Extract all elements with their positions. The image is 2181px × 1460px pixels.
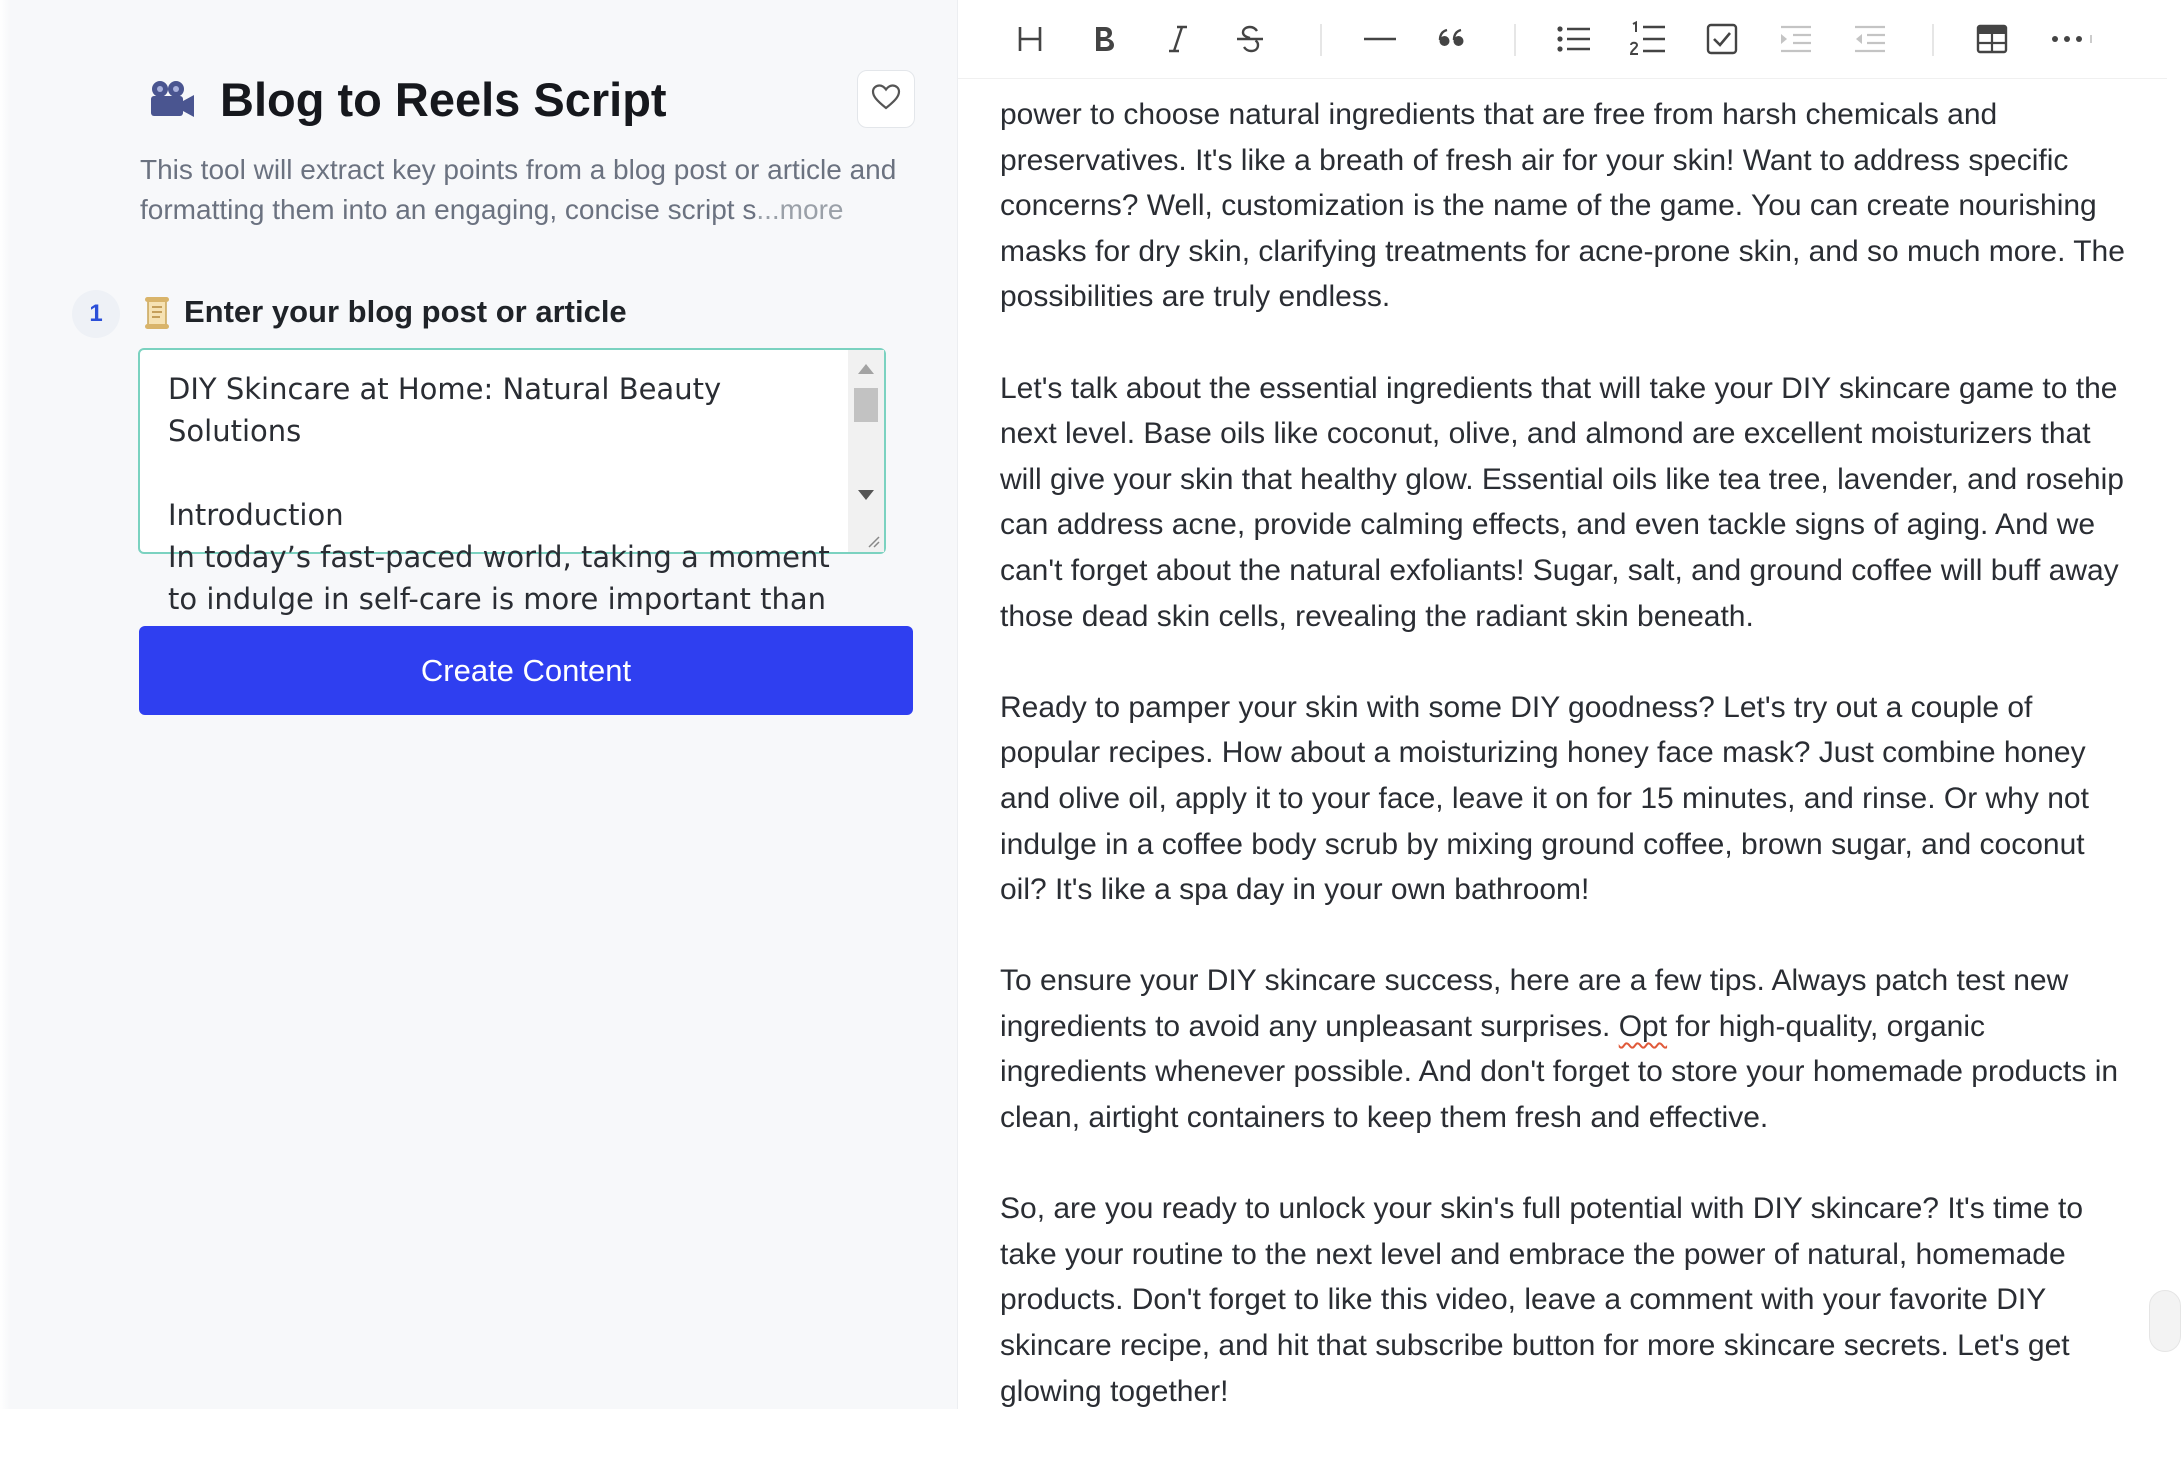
editor-content[interactable] <box>1000 92 2130 1460</box>
scroll-down-arrow-icon[interactable] <box>858 490 874 500</box>
italic-button[interactable] <box>1156 14 1200 64</box>
scrollbar-thumb[interactable] <box>854 388 878 422</box>
more-options-button[interactable] <box>2042 14 2102 64</box>
video-camera-icon <box>148 80 196 122</box>
blog-post-input-text[interactable]: DIY Skincare at Home: Natural Beauty Solutions Introduction In today’s fast-paced world, taking a moment to indulge in self-care is more important than <box>168 372 830 616</box>
indent-button[interactable] <box>1772 14 1820 64</box>
tips-text-before: To ensure your DIY skincare success, here are a few tips. Always patch test new ingredients to avoid any unpleasant surprises. <box>1000 964 2069 1043</box>
bullet-list-button[interactable] <box>1550 14 1598 64</box>
paragraph-ingredients: Let's talk about the essential ingredients that will take your DIY skincare game to the next level. Base oils like coconut, olive, and almond are excellent moisturizers that will give your skin that healthy glow. Essential oils like tea tree, lavender, and rosehip can address acne, provide calming effects, and even tackle signs of aging. And we can't forget about the natural exfoliants! Sugar, salt, and ground coffee will buff away those dead skin cells, revealing the radiant skin beneath. <box>1000 371 2124 633</box>
toolbar-separator <box>1320 24 1322 56</box>
table-button[interactable] <box>1968 14 2016 64</box>
paragraph-recipes: Ready to pamper your skin with some DIY goodness? Let's try out a couple of popular recipes. How about a moisturizing honey face mask? Just combine honey and olive oil, apply it to your face, leave it on for 15 minutes, and rinse. Or why not indulge in a coffee body scrub by mixing ground coffee, brown sugar, and coconut oil? It's like a spa day in your own bathroom! <box>1000 690 2089 907</box>
horizontal-rule-icon <box>1362 23 1398 55</box>
tool-title: Blog to Reels Script <box>220 73 667 126</box>
bold-icon <box>1090 23 1118 55</box>
paragraph-tips <box>1000 958 2130 1140</box>
heading-button[interactable] <box>1008 14 1052 64</box>
editor-panel <box>958 0 2167 1409</box>
bold-button[interactable] <box>1082 14 1126 64</box>
ordered-list-icon <box>1629 21 1667 57</box>
checklist-button[interactable] <box>1698 14 1746 64</box>
more-icon <box>2050 34 2094 44</box>
tips-text-after: for high-quality, organic ingredients whenever possible. And don't forget to store your homemade products in clean, airtight containers to keep them fresh and effective. <box>1000 1009 2119 1135</box>
checklist-icon <box>1706 23 1738 55</box>
step-number: 1 <box>72 290 120 338</box>
side-handle[interactable] <box>2149 1290 2181 1352</box>
textarea-scrollbar[interactable] <box>848 350 884 552</box>
toolbar-separator <box>1932 24 1934 56</box>
editor-toolbar <box>958 0 2167 79</box>
bullet-list-icon <box>1556 23 1592 55</box>
strikethrough-icon <box>1234 23 1266 55</box>
paragraph-conclusion: So, are you ready to unlock your skin's full potential with DIY skincare? It's time to take your routine to the next level and embrace the power of natural, homemade products. Don't forget to like this video, leave a comment with your favorite DIY skincare recipe, and hit that subscribe button for more skincare secrets. Let's get glowing together! <box>1000 1192 2084 1408</box>
description-text: This tool will extract key points from a blog post or article and formatting them into an engaging, concise script s <box>140 154 897 225</box>
table-icon <box>1976 23 2008 55</box>
favorite-button[interactable] <box>857 70 915 128</box>
tool-description <box>140 150 930 230</box>
ordered-list-button[interactable] <box>1624 14 1672 64</box>
outdent-icon <box>1853 24 1887 54</box>
heart-outline-icon <box>871 83 901 116</box>
more-link[interactable]: ...more <box>756 194 844 225</box>
toolbar-separator <box>1514 24 1516 56</box>
indent-icon <box>1779 24 1813 54</box>
resize-handle-icon[interactable] <box>864 532 880 548</box>
paragraph-benefits: power to choose natural ingredients that are free from harsh chemicals and preservatives. It's like a breath of fresh air for your skin! Want to address specific concerns? Well, customization is the name of the game. You can create nourishing masks for dry skin, clarifying treatments for acne-prone skin, and so much more. The possibilities are truly endless. <box>1000 98 2125 314</box>
quote-button[interactable] <box>1428 14 1476 64</box>
create-content-button[interactable]: Create Content <box>139 626 913 715</box>
outdent-button[interactable] <box>1846 14 1894 64</box>
tool-header <box>140 68 915 138</box>
horizontal-rule-button[interactable] <box>1356 14 1404 64</box>
panel-edge <box>0 0 10 1409</box>
tool-panel <box>0 0 958 1409</box>
scroll-up-arrow-icon[interactable] <box>858 364 874 374</box>
misspelled-word[interactable]: Opt <box>1618 1009 1668 1043</box>
scroll-icon <box>142 296 172 330</box>
quote-icon <box>1437 27 1467 51</box>
strikethrough-button[interactable] <box>1228 14 1272 64</box>
step-1 <box>72 290 892 340</box>
heading-icon <box>1015 23 1045 55</box>
blog-post-input[interactable] <box>138 348 886 616</box>
step-label: Enter your blog post or article <box>184 294 627 329</box>
italic-icon <box>1165 23 1191 55</box>
